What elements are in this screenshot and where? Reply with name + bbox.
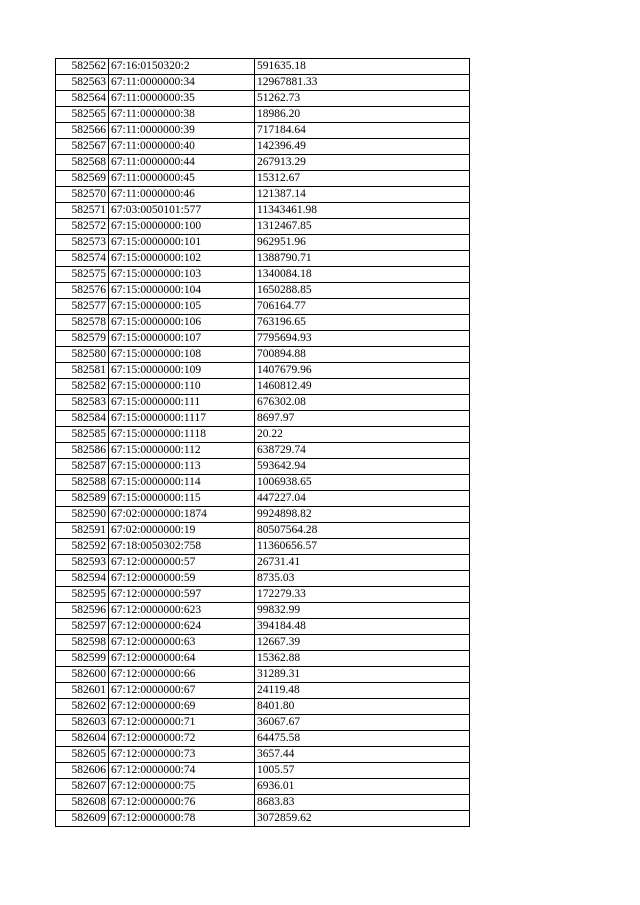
table-row	[56, 571, 470, 587]
amount-cell: 1340084.18	[255, 267, 470, 283]
cadastral-number-cell: 67:11:0000000:46	[109, 187, 255, 203]
amount-cell: 51262.73	[255, 91, 470, 107]
record-id-cell: 582573	[56, 235, 109, 251]
amount-cell: 12967881.33	[255, 75, 470, 91]
table-row	[56, 411, 470, 427]
cadastral-number-cell: 67:12:0000000:73	[109, 747, 255, 763]
cadastral-number-cell: 67:15:0000000:110	[109, 379, 255, 395]
table-row	[56, 747, 470, 763]
cadastral-number-cell: 67:15:0000000:111	[109, 395, 255, 411]
amount-cell: 1460812.49	[255, 379, 470, 395]
table-row	[56, 443, 470, 459]
amount-cell: 706164.77	[255, 299, 470, 315]
amount-cell: 1006938.65	[255, 475, 470, 491]
cadastral-number-cell: 67:11:0000000:38	[109, 107, 255, 123]
cadastral-number-cell: 67:15:0000000:106	[109, 315, 255, 331]
table-row	[56, 251, 470, 267]
table-row	[56, 299, 470, 315]
amount-cell: 962951.96	[255, 235, 470, 251]
table-row	[56, 587, 470, 603]
cadastral-number-cell: 67:15:0000000:1117	[109, 411, 255, 427]
table-row	[56, 283, 470, 299]
table-row	[56, 395, 470, 411]
cadastral-number-cell: 67:15:0000000:105	[109, 299, 255, 315]
table-row	[56, 187, 470, 203]
amount-cell: 700894.88	[255, 347, 470, 363]
cadastral-number-cell: 67:15:0000000:108	[109, 347, 255, 363]
cadastral-number-cell: 67:12:0000000:623	[109, 603, 255, 619]
amount-cell: 9924898.82	[255, 507, 470, 523]
table-row	[56, 795, 470, 811]
table-row	[56, 763, 470, 779]
table-row	[56, 107, 470, 123]
cadastral-number-cell: 67:12:0000000:75	[109, 779, 255, 795]
table-row	[56, 347, 470, 363]
amount-cell: 12667.39	[255, 635, 470, 651]
table-row	[56, 91, 470, 107]
cadastral-number-cell: 67:15:0000000:109	[109, 363, 255, 379]
cadastral-number-cell: 67:12:0000000:71	[109, 715, 255, 731]
record-id-cell: 582608	[56, 795, 109, 811]
table-row	[56, 331, 470, 347]
amount-cell: 31289.31	[255, 667, 470, 683]
record-id-cell: 582563	[56, 75, 109, 91]
record-id-cell: 582602	[56, 699, 109, 715]
cadastral-number-cell: 67:11:0000000:45	[109, 171, 255, 187]
cadastral-number-cell: 67:12:0000000:64	[109, 651, 255, 667]
table-row	[56, 123, 470, 139]
cadastral-number-cell: 67:02:0000000:1874	[109, 507, 255, 523]
table-row	[56, 539, 470, 555]
table-row	[56, 555, 470, 571]
record-id-cell: 582579	[56, 331, 109, 347]
amount-cell: 638729.74	[255, 443, 470, 459]
record-id-cell: 582600	[56, 667, 109, 683]
record-id-cell: 582581	[56, 363, 109, 379]
table-row	[56, 75, 470, 91]
table-row	[56, 59, 470, 75]
amount-cell: 20.22	[255, 427, 470, 443]
table-row	[56, 459, 470, 475]
record-id-cell: 582576	[56, 283, 109, 299]
cadastral-number-cell: 67:12:0000000:57	[109, 555, 255, 571]
table-row	[56, 219, 470, 235]
record-id-cell: 582584	[56, 411, 109, 427]
table-row	[56, 683, 470, 699]
record-id-cell: 582589	[56, 491, 109, 507]
amount-cell: 24119.48	[255, 683, 470, 699]
amount-cell: 717184.64	[255, 123, 470, 139]
record-id-cell: 582591	[56, 523, 109, 539]
record-id-cell: 582586	[56, 443, 109, 459]
table-row	[56, 139, 470, 155]
cadastral-number-cell: 67:12:0000000:67	[109, 683, 255, 699]
cadastral-number-cell: 67:15:0000000:112	[109, 443, 255, 459]
record-id-cell: 582582	[56, 379, 109, 395]
table-row	[56, 619, 470, 635]
amount-cell: 18986.20	[255, 107, 470, 123]
record-id-cell: 582564	[56, 91, 109, 107]
amount-cell: 121387.14	[255, 187, 470, 203]
table-row	[56, 363, 470, 379]
record-id-cell: 582588	[56, 475, 109, 491]
amount-cell: 172279.33	[255, 587, 470, 603]
amount-cell: 80507564.28	[255, 523, 470, 539]
amount-cell: 6936.01	[255, 779, 470, 795]
table-row	[56, 507, 470, 523]
cadastral-number-cell: 67:15:0000000:107	[109, 331, 255, 347]
record-id-cell: 582597	[56, 619, 109, 635]
table-row	[56, 155, 470, 171]
record-id-cell: 582580	[56, 347, 109, 363]
cadastral-number-cell: 67:11:0000000:34	[109, 75, 255, 91]
table-row	[56, 475, 470, 491]
cadastral-number-cell: 67:12:0000000:78	[109, 811, 255, 827]
amount-cell: 593642.94	[255, 459, 470, 475]
table-row	[56, 603, 470, 619]
table-row	[56, 667, 470, 683]
record-id-cell: 582572	[56, 219, 109, 235]
amount-cell: 8735.03	[255, 571, 470, 587]
cadastral-number-cell: 67:15:0000000:114	[109, 475, 255, 491]
record-id-cell: 582599	[56, 651, 109, 667]
record-id-cell: 582567	[56, 139, 109, 155]
record-id-cell: 582568	[56, 155, 109, 171]
table-row	[56, 811, 470, 827]
amount-cell: 15362.88	[255, 651, 470, 667]
amount-cell: 8683.83	[255, 795, 470, 811]
cadastral-number-cell: 67:12:0000000:63	[109, 635, 255, 651]
table-row	[56, 235, 470, 251]
records-table	[55, 58, 470, 827]
amount-cell: 591635.18	[255, 59, 470, 75]
cadastral-number-cell: 67:11:0000000:35	[109, 91, 255, 107]
record-id-cell: 582607	[56, 779, 109, 795]
cadastral-number-cell: 67:12:0000000:624	[109, 619, 255, 635]
amount-cell: 1005.57	[255, 763, 470, 779]
table-row	[56, 731, 470, 747]
cadastral-number-cell: 67:11:0000000:39	[109, 123, 255, 139]
record-id-cell: 582575	[56, 267, 109, 283]
table-row	[56, 779, 470, 795]
cadastral-number-cell: 67:15:0000000:1118	[109, 427, 255, 443]
table-row	[56, 699, 470, 715]
amount-cell: 394184.48	[255, 619, 470, 635]
cadastral-number-cell: 67:12:0000000:74	[109, 763, 255, 779]
record-id-cell: 582605	[56, 747, 109, 763]
cadastral-number-cell: 67:11:0000000:40	[109, 139, 255, 155]
amount-cell: 267913.29	[255, 155, 470, 171]
record-id-cell: 582587	[56, 459, 109, 475]
amount-cell: 1407679.96	[255, 363, 470, 379]
amount-cell: 8697.97	[255, 411, 470, 427]
table-row	[56, 715, 470, 731]
table-row	[56, 491, 470, 507]
cadastral-number-cell: 67:12:0000000:76	[109, 795, 255, 811]
cadastral-number-cell: 67:12:0000000:66	[109, 667, 255, 683]
amount-cell: 26731.41	[255, 555, 470, 571]
record-id-cell: 582603	[56, 715, 109, 731]
cadastral-number-cell: 67:15:0000000:102	[109, 251, 255, 267]
cadastral-number-cell: 67:02:0000000:19	[109, 523, 255, 539]
record-id-cell: 582578	[56, 315, 109, 331]
amount-cell: 676302.08	[255, 395, 470, 411]
record-id-cell: 582571	[56, 203, 109, 219]
records-table-body	[56, 59, 470, 827]
record-id-cell: 582585	[56, 427, 109, 443]
cadastral-number-cell: 67:15:0000000:103	[109, 267, 255, 283]
cadastral-number-cell: 67:16:0150320:2	[109, 59, 255, 75]
record-id-cell: 582593	[56, 555, 109, 571]
cadastral-number-cell: 67:15:0000000:100	[109, 219, 255, 235]
table-row	[56, 171, 470, 187]
amount-cell: 64475.58	[255, 731, 470, 747]
record-id-cell: 582604	[56, 731, 109, 747]
table-row	[56, 427, 470, 443]
amount-cell: 1312467.85	[255, 219, 470, 235]
amount-cell: 447227.04	[255, 491, 470, 507]
amount-cell: 11343461.98	[255, 203, 470, 219]
table-row	[56, 523, 470, 539]
record-id-cell: 582569	[56, 171, 109, 187]
record-id-cell: 582566	[56, 123, 109, 139]
record-id-cell: 582595	[56, 587, 109, 603]
record-id-cell: 582609	[56, 811, 109, 827]
record-id-cell: 582592	[56, 539, 109, 555]
record-id-cell: 582594	[56, 571, 109, 587]
cadastral-number-cell: 67:15:0000000:104	[109, 283, 255, 299]
amount-cell: 36067.67	[255, 715, 470, 731]
cadastral-number-cell: 67:03:0050101:577	[109, 203, 255, 219]
record-id-cell: 582562	[56, 59, 109, 75]
amount-cell: 1388790.71	[255, 251, 470, 267]
cadastral-number-cell: 67:15:0000000:101	[109, 235, 255, 251]
record-id-cell: 582601	[56, 683, 109, 699]
cadastral-number-cell: 67:12:0000000:59	[109, 571, 255, 587]
cadastral-number-cell: 67:18:0050302:758	[109, 539, 255, 555]
table-row	[56, 635, 470, 651]
record-id-cell: 582577	[56, 299, 109, 315]
record-id-cell: 582606	[56, 763, 109, 779]
amount-cell: 8401.80	[255, 699, 470, 715]
table-row	[56, 651, 470, 667]
amount-cell: 11360656.57	[255, 539, 470, 555]
cadastral-number-cell: 67:12:0000000:72	[109, 731, 255, 747]
amount-cell: 3072859.62	[255, 811, 470, 827]
record-id-cell: 582590	[56, 507, 109, 523]
cadastral-number-cell: 67:15:0000000:115	[109, 491, 255, 507]
record-id-cell: 582565	[56, 107, 109, 123]
cadastral-number-cell: 67:11:0000000:44	[109, 155, 255, 171]
cadastral-number-cell: 67:12:0000000:597	[109, 587, 255, 603]
table-row	[56, 203, 470, 219]
amount-cell: 142396.49	[255, 139, 470, 155]
amount-cell: 763196.65	[255, 315, 470, 331]
record-id-cell: 582596	[56, 603, 109, 619]
table-row	[56, 315, 470, 331]
record-id-cell: 582574	[56, 251, 109, 267]
cadastral-number-cell: 67:15:0000000:113	[109, 459, 255, 475]
amount-cell: 1650288.85	[255, 283, 470, 299]
cadastral-number-cell: 67:12:0000000:69	[109, 699, 255, 715]
table-row	[56, 379, 470, 395]
record-id-cell: 582598	[56, 635, 109, 651]
amount-cell: 3657.44	[255, 747, 470, 763]
amount-cell: 99832.99	[255, 603, 470, 619]
table-row	[56, 267, 470, 283]
amount-cell: 15312.67	[255, 171, 470, 187]
record-id-cell: 582570	[56, 187, 109, 203]
record-id-cell: 582583	[56, 395, 109, 411]
amount-cell: 7795694.93	[255, 331, 470, 347]
